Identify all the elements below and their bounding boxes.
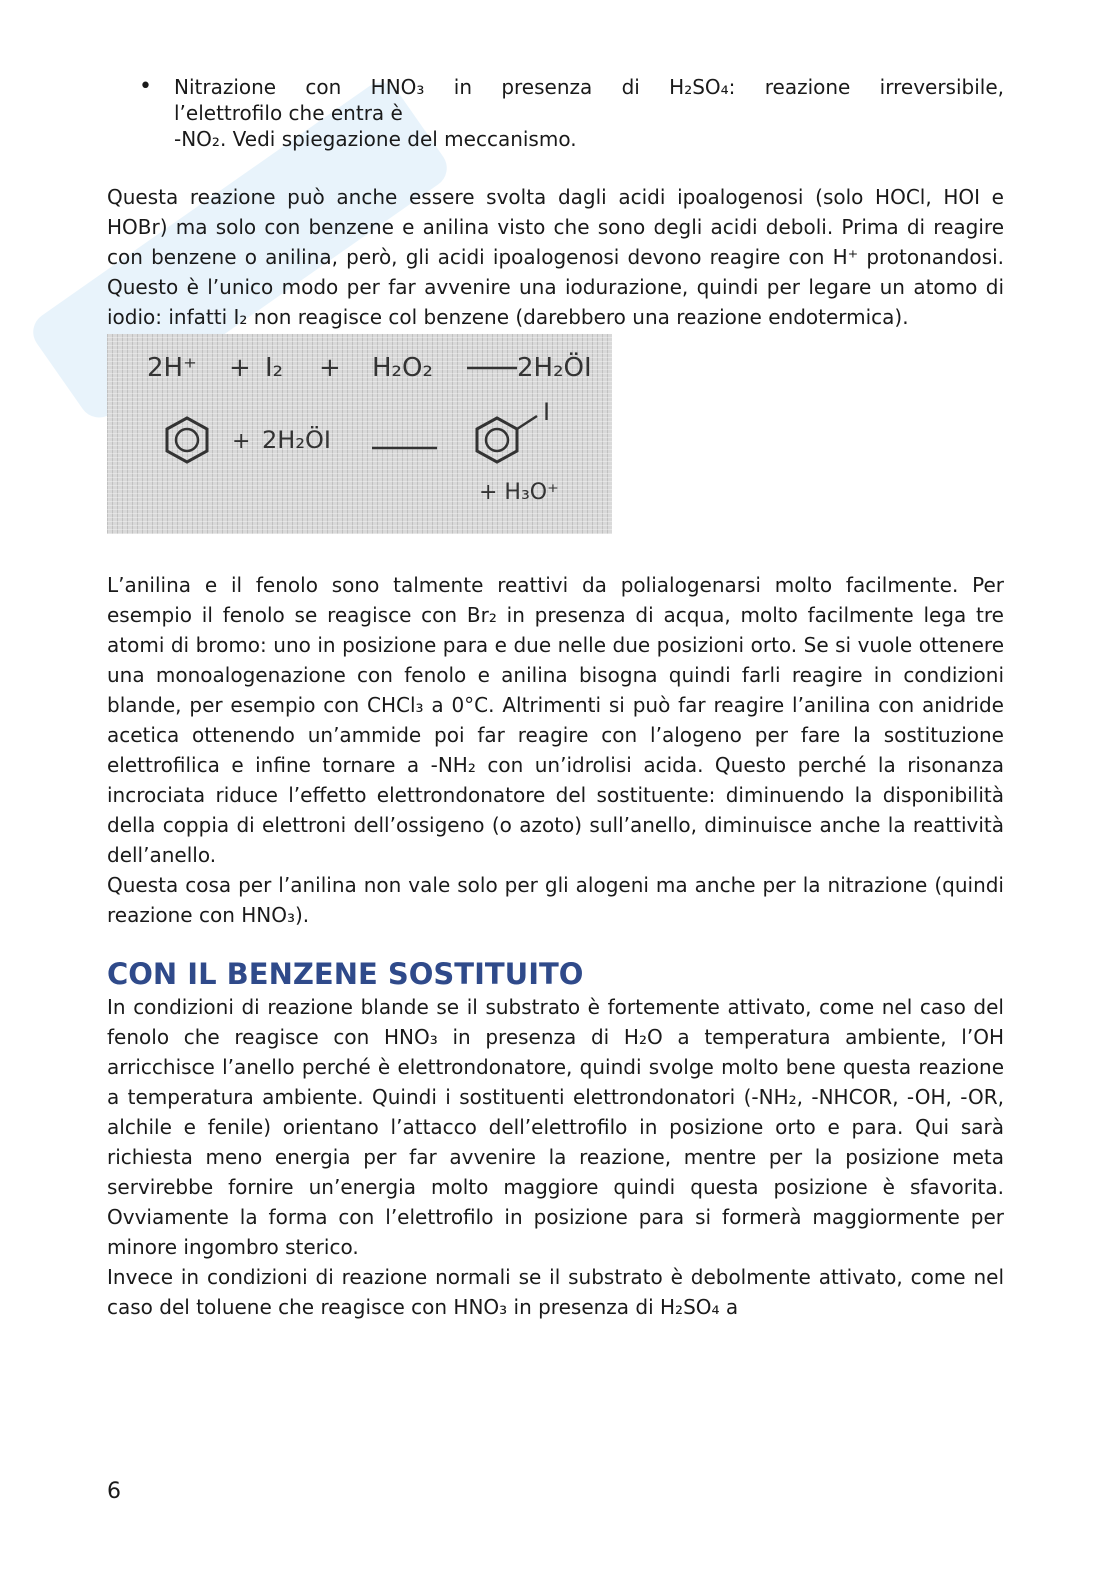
- scheme-hoi: 2H₂ÖI: [262, 426, 331, 454]
- paragraph-nitrazione-anilina: Questa cosa per l’anilina non vale solo per gli alogeni ma anche per la nitrazione (quindi reazione con HNO₃).: [107, 873, 1004, 927]
- paragraph-ipoalogenosi: Questa reazione può anche essere svolta dagli acidi ipoalogenosi (solo HOCl, HOI e HOBr) ma solo con benzene e anilina visto che sono degli acidi deboli. Prima di reagire con benzene o anilina, però, gli acidi ipoalogenosi devono reagire con H⁺ protonandosi. Questo è l’unico modo per far avvenire una iodurazione, quindi per legare un atomo di iodio: infatti I₂ non reagisce col benzene (darebbero una reazione endotermica).: [107, 185, 1004, 329]
- section-heading: CON IL BENZENE SOSTITUITO: [107, 957, 584, 991]
- bullet-line-3: -NO₂. Vedi spiegazione del meccanismo.: [174, 127, 577, 151]
- scheme-2h-plus: 2H⁺: [147, 353, 197, 383]
- paragraph-condizioni-normali: Invece in condizioni di reazione normali se il substrato è debolmente attivato, come nel caso del toluene che reagisce con HNO₃ in presenza di H₂SO₄ a: [107, 1265, 1004, 1319]
- bullet-line-1: Nitrazione con HNO₃ in presenza di H₂SO₄: reazione irreversibile,: [174, 75, 1004, 99]
- bullet-icon: •: [139, 74, 152, 99]
- scheme-plus-1: +: [229, 353, 251, 383]
- scheme-product-1: 2H₂ÖI: [517, 353, 592, 383]
- scheme-benzene-circle-1: [176, 429, 198, 451]
- bullet-line-2: l’elettrofilo che entra è: [174, 101, 403, 125]
- scheme-plus-2: +: [319, 353, 341, 383]
- page-content: [107, 72, 1004, 1322]
- bullet-item-nitrazione: [107, 72, 1004, 154]
- scheme-iodine: I: [543, 398, 551, 426]
- scheme-i2: I₂: [265, 353, 284, 383]
- scheme-h3o-plus: + H₃O⁺: [479, 480, 559, 505]
- scheme-benzene-circle-2: [486, 429, 508, 451]
- scheme-plus-3: +: [232, 429, 251, 454]
- reaction-scheme-image: [107, 334, 612, 534]
- page-number: 6: [107, 1479, 121, 1504]
- scheme-h2o2: H₂O₂: [372, 353, 433, 383]
- reaction-scheme-drawing: [107, 334, 612, 534]
- scheme-benzene-ring-2: [477, 418, 517, 462]
- paragraph-anilina-fenolo: L’anilina e il fenolo sono talmente reattivi da polialogenarsi molto facilmente. Per esempio il fenolo se reagisce con Br₂ in presenza di acqua, molto facilmente lega tre atomi di bromo: uno in posizione para e due nelle due posizioni orto. Se si vuole ottenere una monoalogenazione con fenolo e anilina bisogna quindi farli reagire in condizioni blande, per esempio con CHCl₃ a 0°C. Altrimenti si può far reagire l’anilina con anidride acetica ottenendo un’ammide poi far reagire con l’alogeno per fare la sostituzione elettrofilica e infine tornare a -NH₂ con un’idrolisi acida. Questo perché la risonanza incrociata riduce l’effetto elettrondonatore del sostituente: diminuendo la disponibilità della coppia di elettroni dell’ossigeno (o azoto) sull’anello, diminuisce anche la reattività dell’anello.: [107, 573, 1004, 867]
- paragraph-condizioni-blande: In condizioni di reazione blande se il substrato è fortemente attivato, come nel caso del fenolo che reagisce con HNO₃ in presenza di H₂O a temperatura ambiente, l’OH arricchisce l’anello perché è elettrondonatore, quindi svolge molto bene questa reazione a temperatura ambiente. Quindi i sostituenti elettrondonatori (-NH₂, -NHCOR, -OH, -OR, alchile e fenile) orientano l’attacco dell’elettrofilo in posizione orto e para. Qui sarà richiesta meno energia per far avvenire la reazione, mentre per la posizione meta servirebbe fornire un’energia molto maggiore quindi questa posizione è sfavorita. Ovviamente la forma con l’elettrofilo in posizione para si formerà maggiormente per minore ingombro sterico.: [107, 995, 1004, 1259]
- scheme-benzene-ring-1: [167, 418, 207, 462]
- scheme-bond-iodine: [517, 416, 537, 429]
